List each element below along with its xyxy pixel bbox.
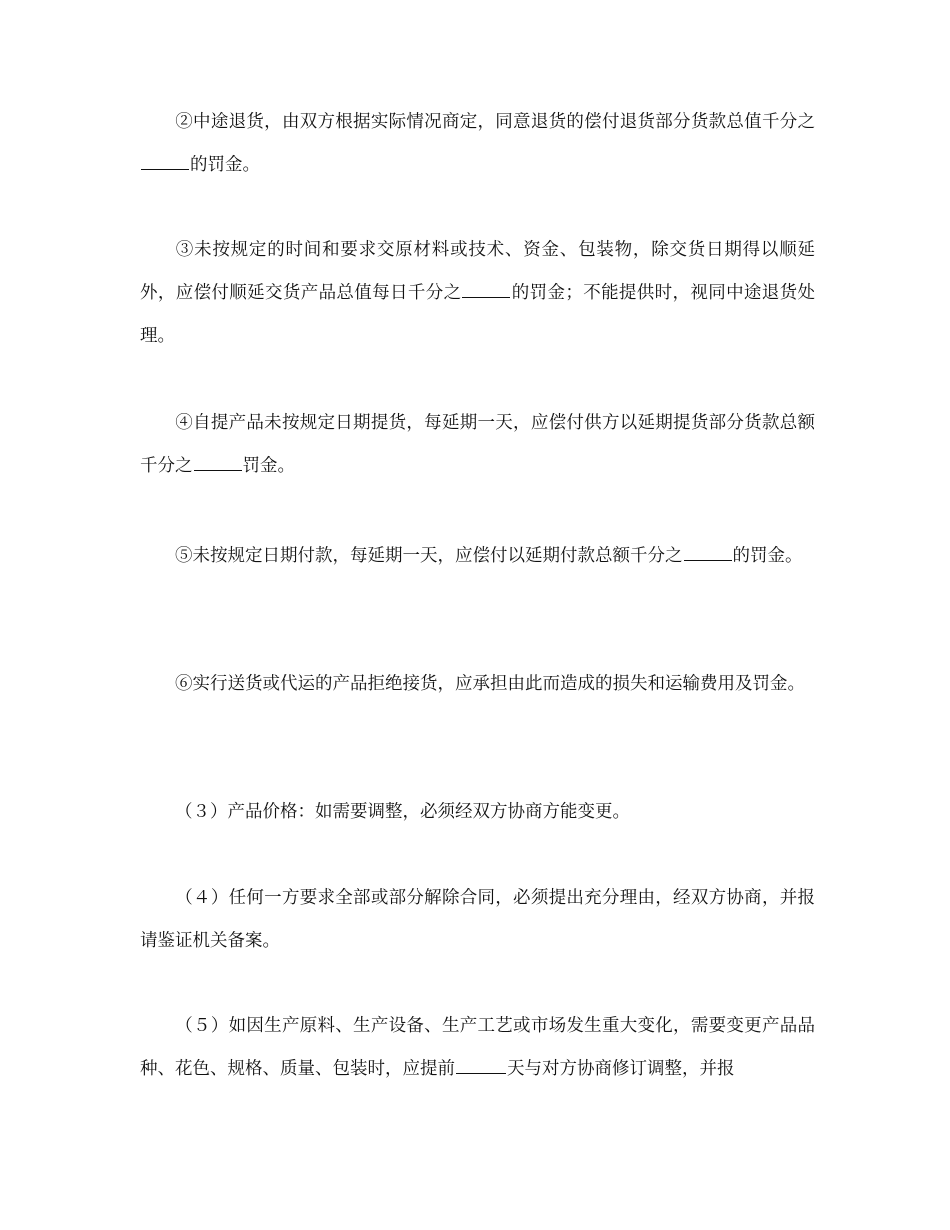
fill-in-blank[interactable] <box>141 153 189 170</box>
clause-payment-delay-penalty: ⑤未按规定日期付款，每延期一天，应偿付以延期付款总额千分之 的罚金。 <box>175 546 803 566</box>
clause-pickup-delay-penalty: ④自提产品未按规定日期提货，每延期一天，应偿付供方以延期提货部分货款总额千分之 罚金。 <box>140 413 815 476</box>
section-product-change: （５）如因生产原料、生产设备、生产工艺或市场发生重大变化，需要变更产品品种、花色、规格、质量、包装时，应提前 天与对方协商修订调整，并报 <box>140 1016 815 1079</box>
clause-delivery-refusal: ⑥实行送货或代运的产品拒绝接货，应承担由此而造成的损失和运输费用及罚金。 <box>175 674 805 694</box>
section-contract-termination: （４）任何一方要求全部或部分解除合同，必须提出充分理由，经双方协商，并报请鉴证机关备案。 <box>140 888 815 951</box>
fill-in-blank[interactable] <box>684 544 732 561</box>
clause-mid-return-penalty: ②中途退货，由双方根据实际情况商定，同意退货的偿付退货部分货款总值千分之的罚金。 <box>140 101 815 187</box>
section-product-price: （３）产品价格：如需要调整，必须经双方协商方能变更。 <box>175 802 630 822</box>
clause-material-supply-penalty: ③未按规定的时间和要求交原材料或技术、资金、包装物，除交货日期得以顺延外，应偿付顺延交货产品总值每日千分之 的罚金；不能提供时，视同中途退货处理。 <box>140 240 816 346</box>
fill-in-blank[interactable] <box>194 454 242 471</box>
fill-in-blank[interactable] <box>456 1057 506 1074</box>
fill-in-blank[interactable] <box>462 281 510 298</box>
